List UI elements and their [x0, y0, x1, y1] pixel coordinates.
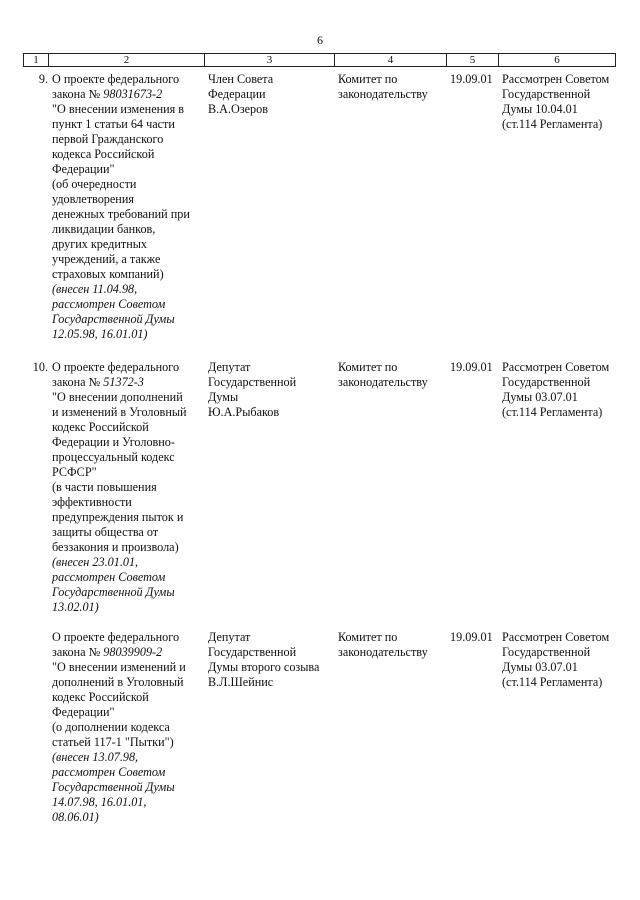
entry-author: Член Совета Федерации В.А.Озеров: [208, 72, 274, 116]
entry-description: "О внесении изменений и дополнений в Уголовный кодекс Российской Федерации" (о дополнении кодекса статьей 117-1 "Пытки"): [52, 660, 186, 749]
column-header-row: [24, 54, 616, 67]
entry-number: 10.: [32, 360, 48, 374]
entry-title: О проекте федерального закона №: [52, 72, 180, 101]
entry-bill-number: 98039909-2: [103, 645, 163, 659]
entry-bill-number: 51372-3: [103, 375, 144, 389]
column-header-6: 6: [499, 54, 616, 67]
entry-status: Рассмотрен Советом Государственной Думы 03.07.01 (ст.114 Регламента): [502, 360, 610, 419]
column-header-5: 5: [447, 54, 499, 67]
entry-title: О проекте федерального закона №: [52, 360, 180, 389]
column-header-table: [23, 53, 616, 67]
entry-bill-number: 98031673-2: [103, 87, 163, 101]
entry-history: (внесен 23.01.01, рассмотрен Советом Государственной Думы 13.02.01): [52, 555, 175, 614]
entry-author: Депутат Государственной Думы Ю.А.Рыбаков: [208, 360, 297, 419]
entry-description: "О внесении изменения в пункт 1 статьи 64 части первой Гражданского кодекса Российской Федерации" (об очередности удовлетворения денежных требований при ликвидации банков, других кредитных учреждений, а также страховых компаний): [52, 102, 190, 281]
entry-title-block: [52, 630, 204, 825]
entry-title-block: [52, 360, 204, 615]
entry-status: Рассмотрен Советом Государственной Думы 10.04.01 (ст.114 Регламента): [502, 72, 610, 131]
entry-committee: Комитет по законодательству: [338, 360, 428, 389]
entry-number: 9.: [38, 72, 48, 86]
entry-committee: Комитет по законодательству: [338, 630, 428, 659]
entry-committee: Комитет по законодательству: [338, 72, 428, 101]
entry-title: О проекте федерального закона №: [52, 630, 180, 659]
entry-history: (внесен 13.07.98, рассмотрен Советом Государственной Думы 14.07.98, 16.01.01, 08.06.01): [52, 750, 175, 824]
entry-date: 19.09.01: [450, 72, 493, 86]
column-header-4: 4: [335, 54, 447, 67]
page-number: 6: [317, 33, 323, 47]
column-header-1: 1: [24, 54, 49, 67]
entry-status: Рассмотрен Советом Государственной Думы 03.07.01 (ст.114 Регламента): [502, 630, 610, 689]
entry-date: 19.09.01: [450, 360, 493, 374]
column-header-2: 2: [49, 54, 205, 67]
entry-date: 19.09.01: [450, 630, 493, 644]
entry-title-block: [52, 72, 204, 342]
entry-history: (внесен 11.04.98, рассмотрен Советом Государственной Думы 12.05.98, 16.01.01): [52, 282, 175, 341]
entry-description: "О внесении дополнений и изменений в Уголовный кодекс Российской Федерации и Уголовно- процессуальный кодекс РСФСР" (в части повышения эффективности предупреждения пыток и защиты общества от беззакония и произвола): [52, 390, 187, 554]
entry-author: Депутат Государственной Думы второго созыва В.Л.Шейнис: [208, 630, 320, 689]
column-header-3: 3: [205, 54, 335, 67]
